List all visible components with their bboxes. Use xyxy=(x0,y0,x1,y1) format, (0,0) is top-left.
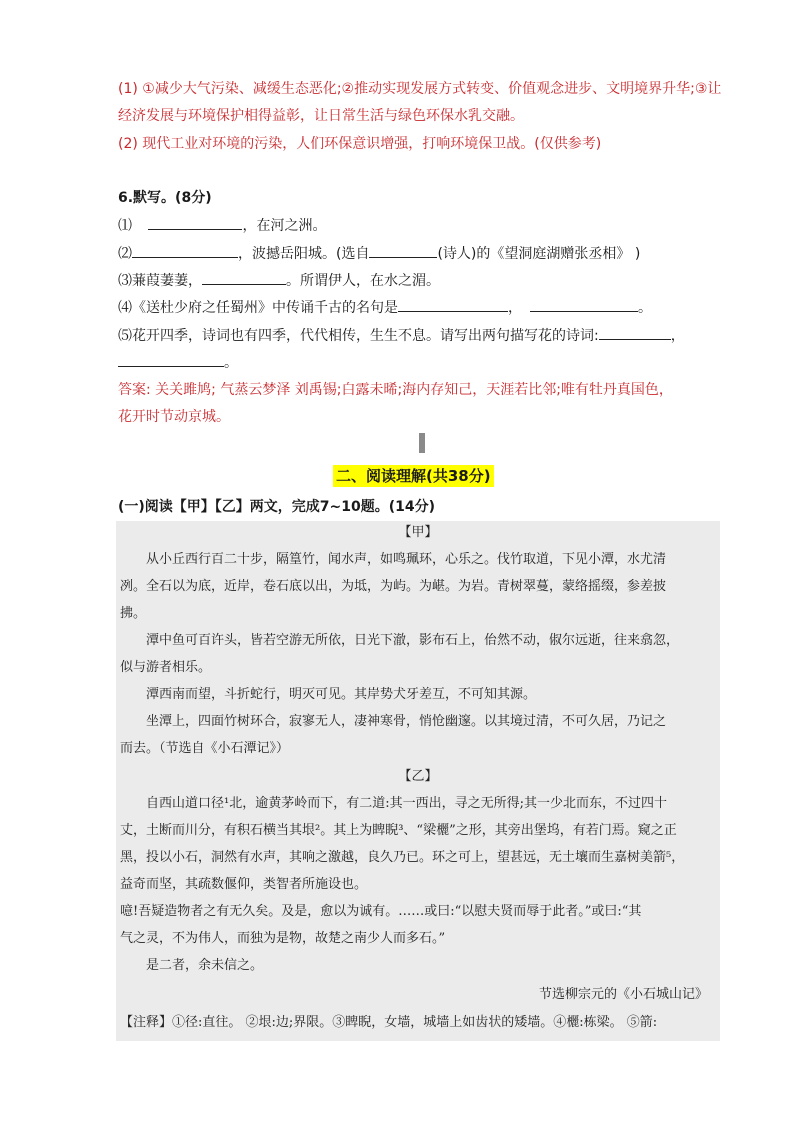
passage-line: 黑，投以小石，洞然有水声，其响之激越，良久乃已。环之可上，望甚远，无土壤而生嘉树美箭⁵， xyxy=(120,850,685,865)
passage-line: 是二者，余未信之。 xyxy=(146,958,264,973)
fill-blank[interactable] xyxy=(148,215,242,230)
passage-line: 丈，土断而川分，有积石横当其垠²。其上为睥睨³、“梁欐”之形，其旁出堡坞，有若门焉。窥之正 xyxy=(120,823,677,838)
q6-item3 xyxy=(118,270,440,291)
fill-blank[interactable] xyxy=(132,243,238,258)
answer-q6-line1: 答案: 关关雎鸠; 气蒸云梦泽 刘禹锡;白露未晞;海内存知己，天涯若比邻;唯有牡丹真国色， xyxy=(118,382,673,398)
fill-blank[interactable] xyxy=(202,270,286,285)
passage-yi-label: 【乙】 xyxy=(398,769,438,784)
q6-item5-prefix: ⑸花开四季，诗词也有四季，代代相传，生生不息。请写出两句描写花的诗词: xyxy=(118,328,599,344)
passage-line: 似与游者相乐。 xyxy=(120,660,212,675)
q6-item2-number: ⑵ xyxy=(118,246,132,262)
q6-item5 xyxy=(118,325,685,346)
q6-item1 xyxy=(118,215,326,236)
passage-line: 潭中鱼可百许头，皆若空游无所依，日光下澈，影布石上，佁然不动，俶尔远逝，往来翕忽， xyxy=(146,633,680,648)
answer-q5-line1: (1) ①减少大气污染、减缓生态恶化;②推动实现发展方式转变、价值观念进步、文明境界升华;③让 xyxy=(118,81,722,97)
q6-item4 xyxy=(118,297,652,318)
q6-item2 xyxy=(118,243,640,264)
passage-line: 气之灵，不为伟人，而独为是物，故楚之南少人而多石。” xyxy=(120,931,446,946)
section-marker xyxy=(419,433,425,453)
passage-line: 坐潭上，四面竹树环合，寂寥无人，凄神寒骨，悄怆幽邃。以其境过清，不可久居，乃记之 xyxy=(146,714,667,729)
q6-item1-number: ⑴ xyxy=(118,218,132,234)
q6-item3-text: 。所谓伊人，在水之湄。 xyxy=(286,273,440,289)
q6-item4-prefix: ⑷《送杜少府之任蜀州》中传诵千古的名句是 xyxy=(118,300,398,316)
passage-jia-label: 【甲】 xyxy=(398,525,438,540)
passage-line: 拂。 xyxy=(120,606,147,621)
passage-line: 而去。（节选自《小石潭记》） xyxy=(120,741,290,756)
fill-blank[interactable] xyxy=(398,297,508,312)
passage-line: 益奇而坚，其疏数偃仰，类智者所施设也。 xyxy=(120,877,368,892)
q6-item3-prefix: ⑶蒹葭萋萋， xyxy=(118,273,202,289)
q6-item2-end: (诗人)的《望洞庭湖赠张丞相》 ) xyxy=(437,246,641,262)
passage-line: 自西山道口径¹北，逾黄茅岭而下，有二道:其一西出，寻之无所得;其一少北而东，不过四十 xyxy=(146,796,667,811)
q6-item4-end: 。 xyxy=(638,300,652,316)
passage-line: 潭西南而望，斗折蛇行，明灭可见。其岸势犬牙差互，不可知其源。 xyxy=(146,687,537,702)
q6-item5-cont xyxy=(118,352,238,373)
fill-blank[interactable] xyxy=(530,297,638,312)
passage-line: 从小丘西行百二十步，隔篁竹，闻水声，如鸣珮环，心乐之。伐竹取道，下见小潭，水尤清 xyxy=(146,552,667,567)
passage-source: 节选柳宗元的《小石城山记》 xyxy=(538,987,708,1002)
q6-item1-text: ，在河之洲。 xyxy=(242,218,327,234)
reading-passage-box xyxy=(116,521,720,1041)
q6-item4-sep: ， xyxy=(508,300,522,316)
fill-blank[interactable] xyxy=(369,243,437,258)
answer-q5-line3: (2) 现代工业对环境的污染，人们环保意识增强，打响环境保卫战。(仅供参考) xyxy=(118,136,602,152)
section-subtitle: (一)阅读【甲】【乙】两文，完成7~10题。(14分) xyxy=(118,499,436,515)
passage-line: 冽。全石以为底，近岸，卷石底以出，为坻，为屿。为嵁。为岩。青树翠蔓，蒙络摇缀，参差披 xyxy=(120,579,667,594)
answer-q6-line2: 花开时节动京城。 xyxy=(118,409,230,425)
fill-blank[interactable] xyxy=(118,352,224,367)
section-title: 二、阅读理解(共38分) xyxy=(333,465,494,487)
q6-item5-end: 。 xyxy=(224,355,238,371)
passage-notes: 【注释】①径:直往。 ②垠:边;界限。③睥睨，女墙，城墙上如齿状的矮墙。④欐:栋梁。 ⑤箭: xyxy=(120,1015,658,1030)
q6-title: 6.默写。(8分) xyxy=(118,190,212,206)
q6-item2-mid: ，波撼岳阳城。(选自 xyxy=(238,246,370,262)
answer-q5-line2: 经济发展与环境保护相得益彰，让日常生活与绿色环保水乳交融。 xyxy=(118,108,524,124)
q6-item5-sep: ， xyxy=(670,328,685,344)
passage-line: 噫!吾疑造物者之有无久矣。及是，愈以为诚有。……或曰:“以慰夫贤而辱于此者。”或曰:“其 xyxy=(120,904,642,919)
fill-blank[interactable] xyxy=(599,325,671,340)
